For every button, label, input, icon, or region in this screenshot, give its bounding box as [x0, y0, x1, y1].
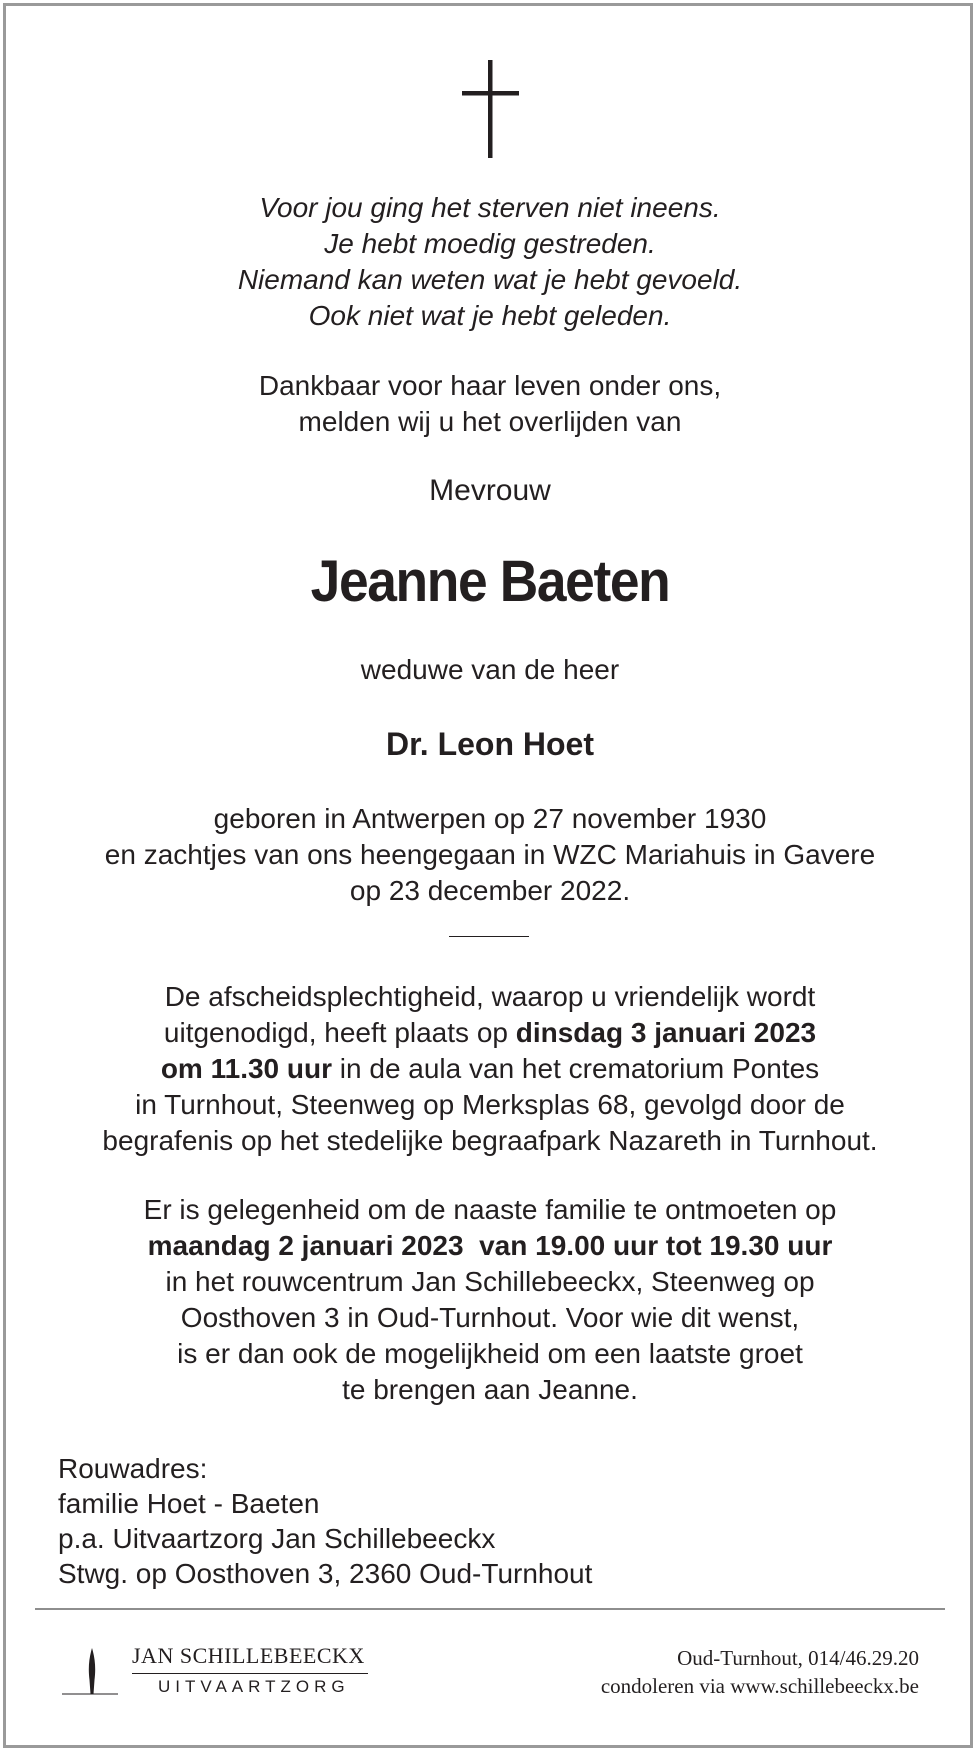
visitation-paragraph	[0, 1192, 980, 1408]
ceremony-line: De afscheidsplechtigheid, waarop u vriendelijk wordt	[164, 981, 816, 1012]
visitation-line: is er dan ook de mogelijkheid om een laatste groet	[177, 1338, 803, 1369]
contact-info	[601, 1644, 919, 1700]
poem-line: Voor jou ging het sterven niet ineens.	[259, 192, 721, 223]
visitation-line: in het rouwcentrum Jan Schillebeeckx, Steenweg op	[165, 1266, 815, 1297]
ceremony-time: om 11.30 uur	[160, 1053, 333, 1084]
intro-line: melden wij u het overlijden van	[298, 406, 682, 437]
logo-name: JAN SCHILLEBEECKX	[132, 1643, 365, 1668]
mourning-address	[58, 1451, 592, 1591]
contact-phone: Oud-Turnhout, 014/46.29.20	[677, 1646, 919, 1670]
life-line: op 23 december 2022.	[349, 875, 631, 906]
ceremony-line: begrafenis op het stedelijke begraafpark Nazareth in Turnhout.	[102, 1125, 878, 1156]
visitation-line: Er is gelegenheid om de naaste familie te ontmoeten op	[143, 1194, 837, 1225]
address-line: familie Hoet - Baeten	[58, 1488, 320, 1519]
cypress-tree-icon	[62, 1648, 122, 1698]
ceremony-paragraph	[0, 979, 980, 1159]
life-line: geboren in Antwerpen op 27 november 1930	[213, 803, 767, 834]
spouse-name: Dr. Leon Hoet	[385, 726, 594, 762]
intro-text	[0, 368, 980, 440]
ceremony-text: in de aula van het crematorium Pontes	[332, 1053, 820, 1084]
poem-line: Niemand kan weten wat je hebt gevoeld.	[237, 264, 743, 295]
life-details	[0, 801, 980, 909]
contact-website: condoleren via www.schillebeeckx.be	[600, 1674, 919, 1698]
footer-divider	[35, 1608, 945, 1610]
logo-subtitle: UITVAARTZORG	[158, 1677, 350, 1696]
visitation-line	[0, 1228, 980, 1264]
address-line: Rouwadres:	[58, 1453, 208, 1484]
address-line: p.a. Uitvaartzorg Jan Schillebeeckx	[58, 1523, 496, 1554]
visitation-datetime: maandag 2 januari 2023 van 19.00 uur tot 19.30 uur	[147, 1230, 833, 1261]
ceremony-line: in Turnhout, Steenweg op Merksplas 68, gevolgd door de	[135, 1089, 845, 1120]
life-line: en zachtjes van ons heengegaan in WZC Mariahuis in Gavere	[104, 839, 876, 870]
visitation-line: te brengen aan Jeanne.	[342, 1374, 638, 1405]
poem-line: Je hebt moedig gestreden.	[324, 228, 656, 259]
visitation-line: Oosthoven 3 in Oud-Turnhout. Voor wie dit wenst,	[180, 1302, 800, 1333]
cross-icon	[0, 0, 980, 170]
relation-text: weduwe van de heer	[360, 654, 620, 685]
logo-rule	[132, 1673, 368, 1674]
divider	[449, 936, 529, 937]
address-line: Stwg. op Oosthoven 3, 2360 Oud-Turnhout	[58, 1558, 593, 1589]
ceremony-line	[0, 1015, 980, 1051]
ceremony-date: dinsdag 3 januari 2023	[515, 1017, 817, 1048]
ceremony-text: uitgenodigd, heeft plaats op	[163, 1017, 516, 1048]
ceremony-line	[0, 1051, 980, 1087]
intro-line: Dankbaar voor haar leven onder ons,	[258, 370, 722, 401]
poem	[0, 190, 980, 334]
poem-line: Ook niet wat je hebt geleden.	[308, 300, 672, 331]
honorific: Mevrouw	[429, 474, 551, 507]
deceased-name: Jeanne Baeten	[310, 549, 670, 614]
